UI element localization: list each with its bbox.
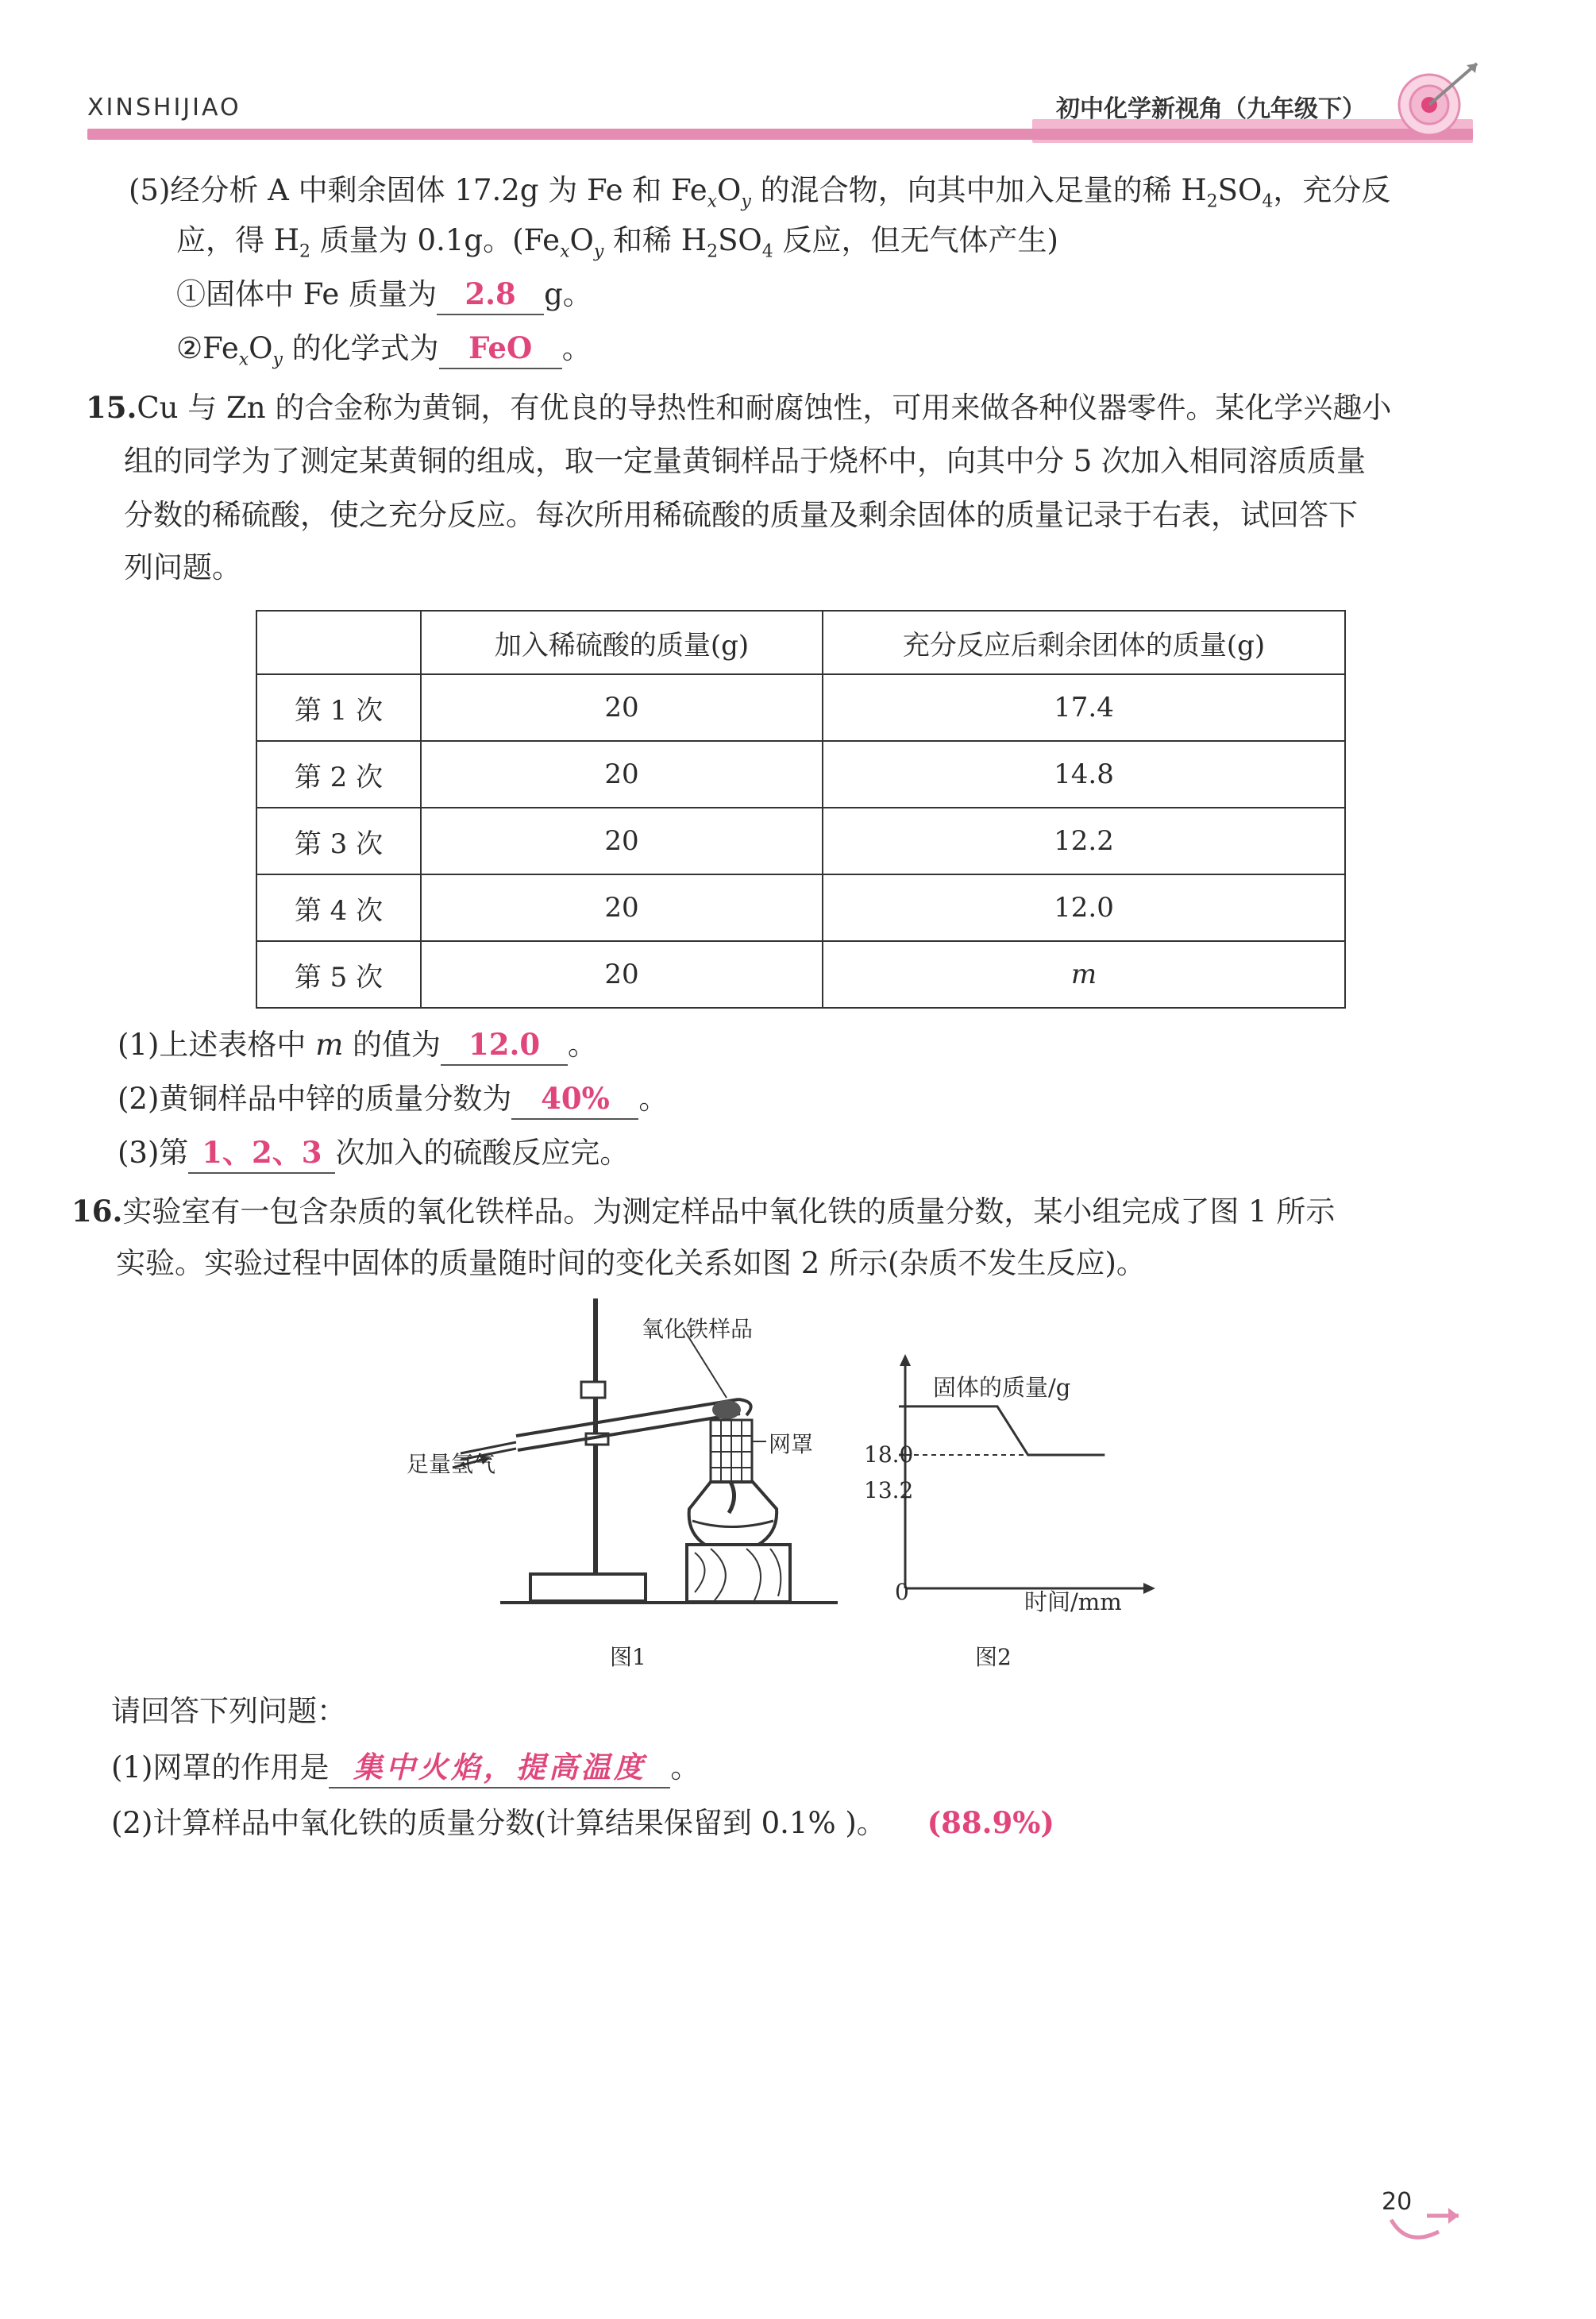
data-table bbox=[256, 610, 1346, 1009]
target-arrow-icon bbox=[1394, 56, 1489, 143]
table-row bbox=[256, 741, 1345, 808]
q14-sub2: $②Fe_xO_y$ 的化学式为 FeO 。 bbox=[176, 328, 592, 380]
table-cell: 20 bbox=[421, 941, 823, 1008]
q15-line1: 15.Cu 与 Zn 的合金称为黄铜，有优良的导热性和耐腐蚀性，可用来做各种仪器零件。某化学兴趣小 bbox=[86, 390, 1392, 425]
chart-xlabel: 时间/mm bbox=[1024, 1588, 1122, 1615]
chart-tick-label: 13.2 bbox=[864, 1477, 914, 1503]
q16-number: 16. bbox=[71, 1194, 123, 1229]
q15-line2: 组的同学为了测定某黄铜的组成，取一定量黄铜样品于烧杯中，向其中分 5 次加入相同溶质质量 bbox=[124, 444, 1367, 478]
figure1-label-sample: 氧化铁样品 bbox=[642, 1316, 754, 1342]
q16-answer2-value: (88.9%) bbox=[927, 1805, 1054, 1840]
q15-answer1: (1)上述表格中 m 的值为 12.0 。 bbox=[118, 1024, 597, 1066]
table-cell: 12.2 bbox=[823, 808, 1345, 874]
q14-sub2-answer: FeO bbox=[439, 328, 562, 369]
table-row bbox=[256, 674, 1345, 741]
table-cell: 第 1 次 bbox=[256, 674, 421, 741]
q14-part5-line1: (5)经分析 A 中剩余固体 17.2g 为 Fe 和 $Fe_xO_y$ 的混合物，向其中加入足量的稀 $H_2SO_4$，充分反 bbox=[129, 173, 1391, 212]
chart-series-line bbox=[905, 1406, 1104, 1455]
table-cell: 第 5 次 bbox=[256, 941, 421, 1008]
q14-part5-line2: 应，得 $H_2$ 质量为 0.1g。($Fe_xO_y$ 和稀 $H_2SO_4$ 反应，但无气体产生) bbox=[176, 223, 1058, 262]
chart-marks bbox=[905, 1406, 1104, 1455]
q16-prompt: 请回答下列问题： bbox=[111, 1694, 346, 1728]
figure1-label-gas: 足量氢气 bbox=[407, 1451, 496, 1477]
table-cell: 17.4 bbox=[823, 674, 1345, 741]
figure2-caption: 图2 bbox=[975, 1644, 1012, 1670]
page-number: 20 bbox=[1382, 2188, 1413, 2216]
q15-line4: 列问题。 bbox=[124, 550, 241, 585]
chart-origin-label: 0 bbox=[895, 1579, 909, 1605]
table-cell: 第 3 次 bbox=[256, 808, 421, 874]
q15-answer2-value: 40% bbox=[511, 1078, 638, 1120]
figure1-caption: 图1 bbox=[610, 1644, 646, 1670]
q16-answer2: (2)计算样品中氧化铁的质量分数(计算结果保留到 0.1% )。 (88.9%) bbox=[111, 1805, 1054, 1840]
table-row bbox=[256, 808, 1345, 874]
table-cell: 14.8 bbox=[823, 741, 1345, 808]
q16-answer1: (1)网罩的作用是 集中火焰，提高温度 。 bbox=[111, 1747, 700, 1788]
q16-answer1-value: 集中火焰，提高温度 bbox=[329, 1747, 670, 1788]
header-bar bbox=[87, 129, 1473, 140]
table-header-row bbox=[256, 611, 1345, 674]
header-brand: XINSHIJIAO bbox=[87, 94, 241, 122]
table-cell: 20 bbox=[421, 874, 823, 941]
table-cell: 第 4 次 bbox=[256, 874, 421, 941]
table-header-cell: 充分反应后剩余团体的质量(g) bbox=[823, 611, 1345, 674]
q14-sub1: ①固体中 Fe 质量为 2.8 g。 bbox=[176, 274, 592, 315]
page-arrow-icon bbox=[1383, 2196, 1463, 2251]
q15-number: 15. bbox=[86, 390, 137, 425]
figure1-label-net: 网罩 bbox=[769, 1431, 814, 1457]
q15-answer1-value: 12.0 bbox=[441, 1024, 568, 1066]
chart-y-arrow bbox=[900, 1354, 911, 1366]
table-header-cell: 加入稀硫酸的质量(g) bbox=[421, 611, 823, 674]
header-title: 初中化学新视角（九年级下） bbox=[1056, 95, 1366, 123]
q15-answer3-value: 1、2、3 bbox=[188, 1132, 335, 1174]
table-cell: 第 2 次 bbox=[256, 741, 421, 808]
q15-line3: 分数的稀硫酸，使之充分反应。每次所用稀硫酸的质量及剩余固体的质量记录于右表，试回答下 bbox=[124, 498, 1358, 532]
q14-sub1-answer: 2.8 bbox=[437, 274, 544, 315]
q16-line2: 实验。实验过程中固体的质量随时间的变化关系如图 2 所示(杂质不发生反应)。 bbox=[116, 1246, 1146, 1280]
table-row bbox=[256, 941, 1345, 1008]
table-cell: m bbox=[823, 941, 1345, 1008]
table-row bbox=[256, 874, 1345, 941]
q15-answer3: (3)第 1、2、3 次加入的硫酸反应完。 bbox=[118, 1132, 629, 1174]
table-cell: 20 bbox=[421, 808, 823, 874]
chart-ylabel: 固体的质量/g bbox=[933, 1374, 1071, 1401]
q15-answer2: (2)黄铜样品中锌的质量分数为 40% 。 bbox=[118, 1078, 668, 1120]
chart-x-arrow bbox=[1143, 1583, 1155, 1594]
table-cell: 20 bbox=[421, 674, 823, 741]
q16-line1: 16.实验室有一包含杂质的氧化铁样品。为测定样品中氧化铁的质量分数，某小组完成了图 1 所示 bbox=[71, 1194, 1336, 1229]
table-cell: 12.0 bbox=[823, 874, 1345, 941]
table-cell: 20 bbox=[421, 741, 823, 808]
table-header-cell bbox=[256, 611, 421, 674]
chart-tick-label: 18.0 bbox=[864, 1441, 914, 1468]
